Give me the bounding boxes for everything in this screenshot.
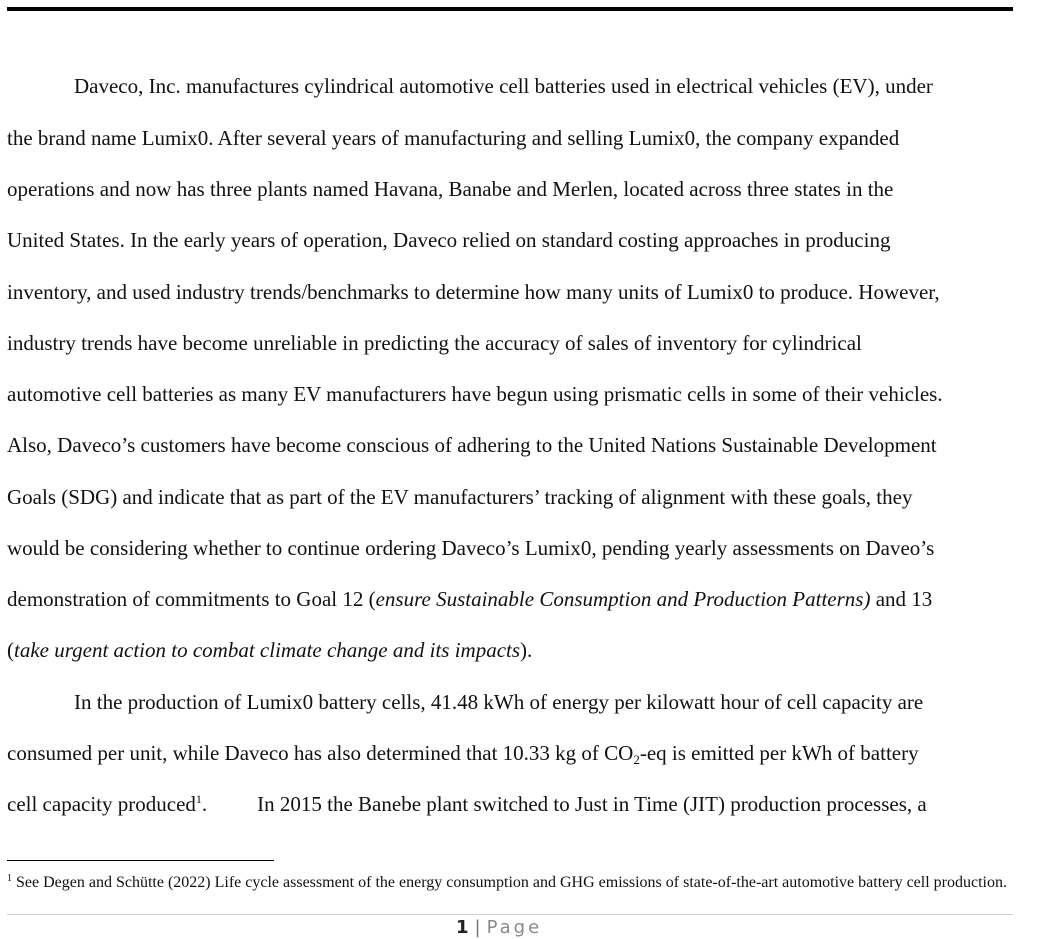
paragraph-2-line-1: In the production of Lumix0 battery cells, 41.48 kWh of energy per kilowatt hour of cell capacity are — [74, 690, 924, 714]
goal-13-open-paren: ( — [7, 638, 14, 662]
paragraph-1-line-9: Goals (SDG) and indicate that as part of the EV manufacturers’ tracking of alignment with these goals, they — [7, 485, 913, 509]
paragraph-2-line-3 — [7, 792, 927, 819]
goal-13-lead: and 13 — [870, 587, 933, 611]
page-footer — [456, 917, 542, 939]
footnote-text: See Degen and Schütte (2022) Life cycle assessment of the energy consumption and GHG emissions of state-of-the-art automotive battery cell production. — [12, 874, 1007, 891]
emission-text-end: -eq is emitted per kWh of battery — [639, 741, 919, 765]
footnote-separator — [7, 860, 274, 861]
page-label: Page — [486, 917, 543, 938]
paragraph-1-line-3: operations and now has three plants named Havana, Banabe and Merlen, located across three states in the — [7, 177, 894, 201]
paragraph-1-line-7: automotive cell batteries as many EV manufacturers have begun using prismatic cells in some of their vehicles. — [7, 382, 943, 406]
paragraph-1-line-10: would be considering whether to continue ordering Daveco’s Lumix0, pending yearly assessments on Daveo’s — [7, 536, 935, 560]
paragraph-1-line-4: United States. In the early years of operation, Daveco relied on standard costing approaches in producing — [7, 228, 891, 252]
goal-13-close: ). — [520, 638, 533, 662]
paragraph-1-line-8: Also, Daveco’s customers have become conscious of adhering to the United Nations Sustainable Development — [7, 433, 937, 457]
cell-capacity-text: cell capacity produced — [7, 792, 196, 816]
paragraph-2-line-2 — [7, 741, 919, 768]
header-rule — [7, 7, 1013, 11]
paragraph-1-line-5: inventory, and used industry trends/benchmarks to determine how many units of Lumix0 to produce. However, — [7, 280, 940, 304]
paragraph-1-line-11 — [7, 587, 932, 611]
paragraph-1-line-2: the brand name Lumix0. After several years of manufacturing and selling Lumix0, the company expanded — [7, 126, 900, 150]
footnote — [7, 871, 1007, 896]
goal-13-title: take urgent action to combat climate change and its impacts — [14, 638, 521, 662]
jit-sentence: In 2015 the Banebe plant switched to Just in Time (JIT) production processes, a — [257, 792, 927, 816]
footnote-reference[interactable]: 1 — [195, 792, 202, 806]
paragraph-1-line-12 — [7, 638, 532, 662]
footnote-marker: 1 — [7, 873, 12, 884]
paragraph-1-line-6: industry trends have become unreliable in predicting the accuracy of sales of inventory for cylindrical — [7, 331, 862, 355]
paragraph-1-line-1: Daveco, Inc. manufactures cylindrical automotive cell batteries used in electrical vehicles (EV), under — [74, 74, 933, 98]
goal-12-title: ensure Sustainable Consumption and Production Patterns) — [375, 587, 871, 611]
page-separator: | — [474, 917, 481, 938]
sentence-period: . — [201, 792, 208, 816]
page-number: 1 — [456, 917, 469, 938]
co2-subscript: 2 — [633, 752, 640, 767]
footer-rule — [7, 914, 1013, 915]
goal-12-lead: demonstration of commitments to Goal 12 ( — [7, 587, 376, 611]
emission-text-start: consumed per unit, while Daveco has also determined that 10.33 kg of CO — [7, 741, 634, 765]
